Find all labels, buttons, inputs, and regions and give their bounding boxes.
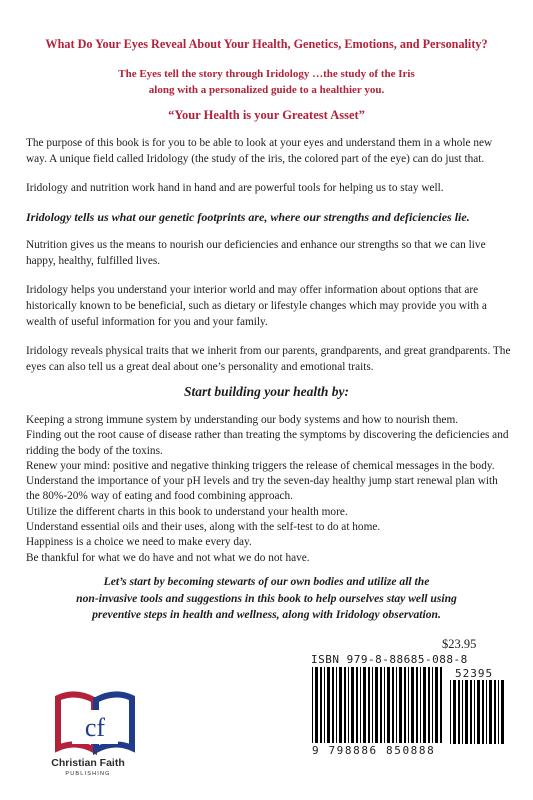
isbn-barcode xyxy=(310,667,446,743)
barcode-bar xyxy=(327,667,330,743)
barcode-bar xyxy=(462,680,463,744)
barcode-bar xyxy=(450,680,451,744)
barcode-bar xyxy=(404,667,406,743)
description-body xyxy=(26,135,512,388)
barcode-bar xyxy=(486,680,487,744)
list-item: Renew your mind: positive and negative thinking triggers the release of chemical messages in the body. xyxy=(26,459,495,472)
barcode-bar xyxy=(396,667,397,743)
barcode-bar xyxy=(360,667,361,743)
section-heading: Start building your health by: xyxy=(183,384,350,399)
paragraph-nutrition: Nutrition gives us the means to nourish our deficiencies and enhance our strengths so that we can live happy, healthy, fulfilled lives. xyxy=(26,239,486,267)
barcode-bar xyxy=(351,667,354,743)
closing-line-3: preventive steps in health and wellness, along with Iridology observation. xyxy=(92,608,441,621)
barcode-bar xyxy=(356,667,358,743)
health-steps-list xyxy=(26,413,512,566)
barcode-bar xyxy=(494,680,496,744)
list-item: Understand the importance of your pH levels and try the seven-day healthy jump start renewal plan with the 80%-20% way of eating and food combining approach. xyxy=(26,475,498,503)
barcode-bar xyxy=(428,667,430,743)
barcode-digits: 9 798886 850888 xyxy=(312,744,436,757)
barcode-bar xyxy=(399,667,402,743)
barcode-bar xyxy=(324,667,325,743)
paragraph-physical-traits: Iridology reveals physical traits that we inherit from our parents, grandparents, and great grandparents. The eyes can also tell us a great deal about one’s personality and emotional traits. xyxy=(26,345,511,373)
barcode-bar xyxy=(372,667,373,743)
list-item: Utilize the different charts in this book to understand your health more. xyxy=(26,505,348,518)
barcode-bar xyxy=(482,680,484,744)
subtitle-line-2: along with a personalized guide to a healthier you. xyxy=(148,84,385,96)
barcode-bar xyxy=(408,667,409,743)
barcode-bar xyxy=(375,667,378,743)
subtitle-line-1: The Eyes tell the story through Iridology …the study of the Iris xyxy=(118,68,415,80)
list-item: Happiness is a choice we need to make every day. xyxy=(26,536,252,549)
barcode-bar xyxy=(312,667,313,743)
barcode-bar xyxy=(348,667,349,743)
barcode-bar xyxy=(387,667,390,743)
barcode-bar xyxy=(453,680,456,744)
barcode-bar xyxy=(501,680,504,744)
cover-title: What Do Your Eyes Reveal About Your Health, Genetics, Emotions, and Personality? xyxy=(45,37,488,51)
logo-monogram: cf xyxy=(84,713,106,742)
list-item: Be thankful for what we do have and not what we do not have. xyxy=(26,551,310,564)
price-addon-barcode xyxy=(448,680,508,744)
barcode-bar xyxy=(465,680,468,744)
cover-quote: “Your Health is your Greatest Asset” xyxy=(168,108,365,122)
barcode-bar xyxy=(392,667,394,743)
barcode-bar xyxy=(489,680,492,744)
list-item: Understand essential oils and their uses, along with the self-test to do at home. xyxy=(26,521,381,534)
publisher-logo xyxy=(50,680,140,760)
barcode-bar xyxy=(336,667,337,743)
barcode-bar xyxy=(470,680,472,744)
closing-line-2: non-invasive tools and suggestions in this book to help ourselves stay well using xyxy=(76,591,457,605)
barcode-bar xyxy=(411,667,414,743)
barcode-bar xyxy=(498,680,499,744)
isbn-label: ISBN 979-8-88685-088-8 xyxy=(311,653,468,666)
barcode-bar xyxy=(315,667,318,743)
book-price: $23.95 xyxy=(442,637,477,651)
paragraph-interior-world: Iridology helps you understand your interior world and may offer information about options that are historically known to be beneficial, such as dietary or lifestyle changes which may provide you with a wealth of useful information for you and your family. xyxy=(26,284,487,328)
barcode-bar xyxy=(363,667,366,743)
barcode-bar xyxy=(368,667,370,743)
barcode-bar xyxy=(432,667,433,743)
barcode-bar xyxy=(435,667,438,743)
barcode-bar xyxy=(384,667,385,743)
barcode-bar xyxy=(416,667,418,743)
barcode-bar xyxy=(458,680,460,744)
closing-statement xyxy=(0,574,533,624)
publisher-name: Christian Faith xyxy=(51,757,125,769)
barcode-bar xyxy=(332,667,334,743)
closing-line-1: Let’s start by becoming stewarts of our own bodies and utilize all the xyxy=(103,575,430,588)
paragraph-genetic-footprints: Iridology tells us what our genetic footprints are, where our strengths and deficiencies lie. xyxy=(26,210,470,224)
barcode-bar xyxy=(339,667,342,743)
barcode-bar xyxy=(320,667,322,743)
paragraph-purpose: The purpose of this book is for you to be able to look at your eyes and understand them in a whole new way. A unique field called Iridology (the study of the iris, the colored part of the eye) can do just that. xyxy=(26,137,493,165)
list-item: Finding out the root cause of disease rather than treating the symptoms by discovering the deficiencies and ridding the body of the toxins. xyxy=(26,429,509,457)
barcode-bar xyxy=(423,667,426,743)
paragraph-iridology-nutrition: Iridology and nutrition work hand in hand and are powerful tools for helping us to stay well. xyxy=(26,182,444,194)
cover-subtitle xyxy=(0,66,533,98)
barcode-bar xyxy=(344,667,346,743)
barcode-bar xyxy=(474,680,475,744)
barcode-bar xyxy=(420,667,421,743)
publisher-subtitle: PUBLISHING xyxy=(65,771,111,777)
barcode-bar xyxy=(440,667,442,743)
barcode-bar xyxy=(380,667,382,743)
list-item: Keeping a strong immune system by understanding our body systems and how to nourish them. xyxy=(26,414,459,426)
price-code: 52395 xyxy=(455,667,494,680)
barcode-bar xyxy=(477,680,480,744)
